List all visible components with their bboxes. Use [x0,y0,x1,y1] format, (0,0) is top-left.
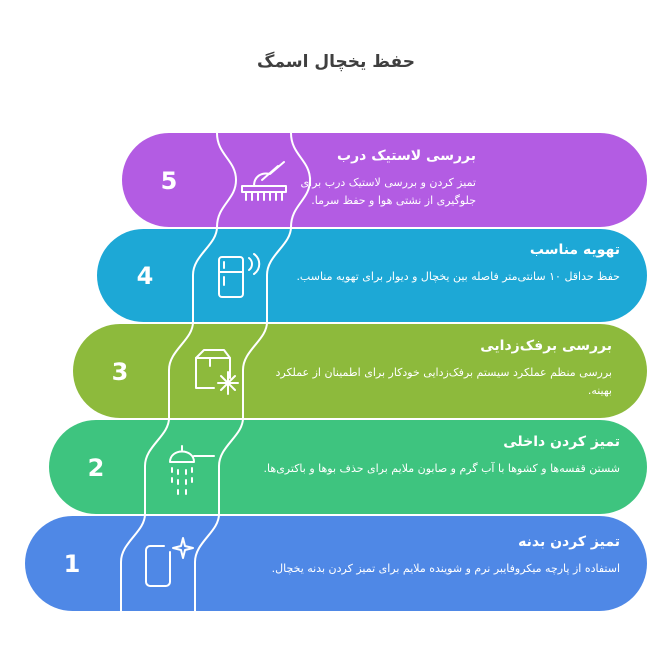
step-4-description: حفظ حداقل ۱۰ سانتی‌متر فاصله بین یخچال و دیوار برای تهویه مناسب. [296,270,620,283]
step-3-description: بررسی منظم عملکرد سیستم برفک‌زدایی خودکار برای اطمینان از عملکرد بهینه. [275,366,612,397]
step-1-title: تمیز کردن بدنه [518,534,620,550]
step-3-text [252,338,612,400]
step-4-title: تهویه مناسب [529,242,620,258]
step-2-title: تمیز کردن داخلی [503,434,620,450]
step-2-number: 2 [87,454,105,482]
step-1-number: 1 [63,550,81,578]
step-3-number: 3 [111,358,129,386]
step-3-title: بررسی برفک‌زدایی [480,338,612,354]
page-title: حفظ یخچال اسمگ [257,52,415,72]
step-5-text [300,148,476,210]
step-5-description: تمیز کردن و بررسی لاستیک درب برای جلوگیری از نشتی هوا و حفظ سرما. [300,176,476,207]
step-5-number: 5 [160,167,178,195]
step-1-text [204,534,620,578]
step-4-text [276,242,620,286]
step-2-description: شستن قفسه‌ها و کشوها با آب گرم و صابون ملایم برای حذف بوها و باکتری‌ها. [263,462,620,475]
step-2-text [228,434,620,478]
step-5-title: بررسی لاستیک درب [337,148,476,164]
step-4-number: 4 [136,262,154,290]
step-1-description: استفاده از پارچه میکروفایبر نرم و شوینده ملایم برای تمیز کردن بدنه یخچال. [271,562,620,575]
